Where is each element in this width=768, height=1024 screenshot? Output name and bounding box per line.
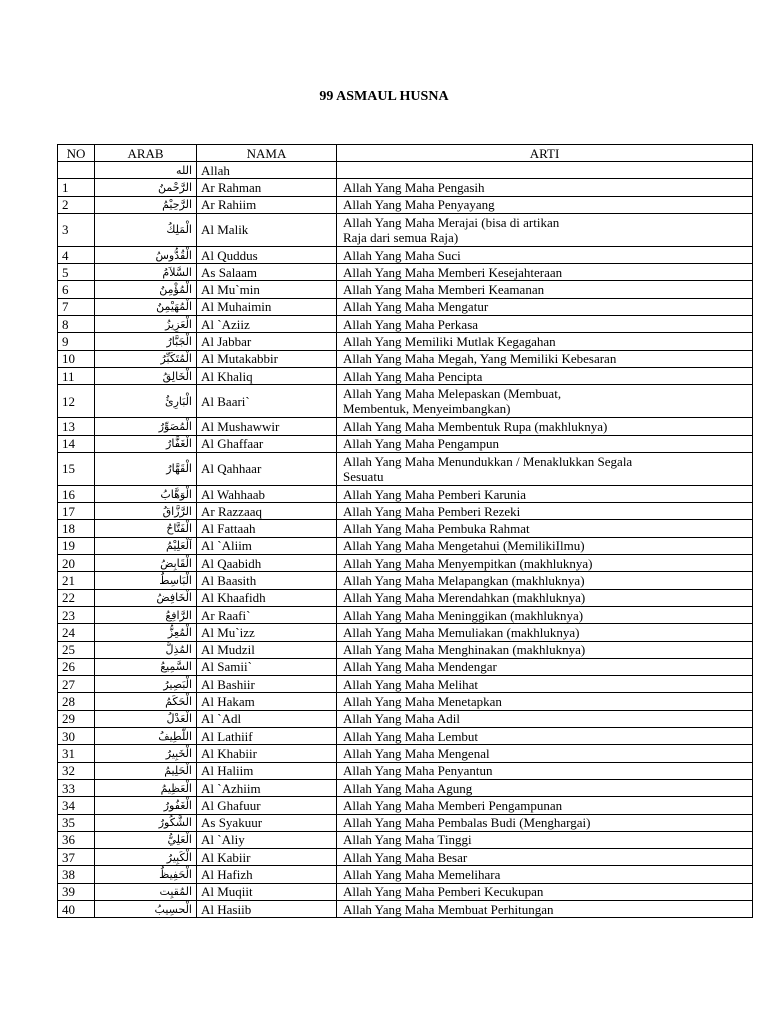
arabic-name: الْعَلِيُّ xyxy=(95,831,197,848)
table-row xyxy=(58,385,753,418)
table-row xyxy=(58,196,753,213)
meaning-line-2: Membentuk, Menyeimbangkan) xyxy=(343,401,511,417)
arabic-name: الْمَلِكُ xyxy=(95,213,197,246)
table-row xyxy=(58,831,753,848)
meaning: Allah Yang Maha Mengatur xyxy=(337,298,753,315)
row-number: 39 xyxy=(58,883,95,900)
meaning: Allah Yang Maha Memelihara xyxy=(337,866,753,883)
meaning: Allah Yang Maha Pemberi Karunia xyxy=(337,485,753,502)
latin-name: Al Ghaffaar xyxy=(197,435,337,452)
latin-name: Al Hakam xyxy=(197,693,337,710)
table-row xyxy=(58,641,753,658)
meaning: Allah Yang Maha Penyayang xyxy=(337,196,753,213)
meaning: Allah Yang Maha Melapangkan (makhluknya) xyxy=(337,572,753,589)
meaning-line-1: Allah Yang Maha Melepaskan (Membuat, xyxy=(343,386,562,402)
row-number: 35 xyxy=(58,814,95,831)
meaning: Allah Yang Maha Membuat Perhitungan xyxy=(337,900,753,917)
arabic-name: الْحَكَمُ xyxy=(95,693,197,710)
arabic-name: المُقيِت xyxy=(95,883,197,900)
arabic-name: الْبَارِئُ xyxy=(95,385,197,418)
row-number: 15 xyxy=(58,452,95,485)
meaning: Allah Yang Maha Besar xyxy=(337,849,753,866)
table-row xyxy=(58,589,753,606)
row-number: 22 xyxy=(58,589,95,606)
latin-name: Al Baari` xyxy=(197,385,337,418)
table-body xyxy=(58,162,753,918)
latin-name: Al Bashiir xyxy=(197,676,337,693)
table-row xyxy=(58,316,753,333)
arabic-name: الشَّكُورُ xyxy=(95,814,197,831)
table-row xyxy=(58,883,753,900)
latin-name: Al Kabiir xyxy=(197,849,337,866)
table-row xyxy=(58,333,753,350)
row-number: 6 xyxy=(58,281,95,298)
table-row xyxy=(58,503,753,520)
row-number: 30 xyxy=(58,728,95,745)
arabic-name: الْخَافِضُ xyxy=(95,589,197,606)
arabic-name: الْفَتَّاحُ xyxy=(95,520,197,537)
table-row xyxy=(58,281,753,298)
arabic-name: الْعَدْلُ xyxy=(95,710,197,727)
meaning: Allah Yang Maha Pemberi Kecukupan xyxy=(337,883,753,900)
table-row xyxy=(58,418,753,435)
latin-name: Al Malik xyxy=(197,213,337,246)
arabic-name: الرَّحِيْمُ xyxy=(95,196,197,213)
row-number: 19 xyxy=(58,537,95,554)
meaning-line-1: Allah Yang Maha Merajai (bisa di artikan xyxy=(343,214,560,230)
row-number: 34 xyxy=(58,797,95,814)
row-number: 37 xyxy=(58,849,95,866)
arabic-name: الْمُتَكَبِّرُ xyxy=(95,350,197,367)
meaning: Allah Yang Maha Melihat xyxy=(337,676,753,693)
meaning: Allah Yang Maha Penyantun xyxy=(337,762,753,779)
meaning: Allah Yang Maha Adil xyxy=(337,710,753,727)
latin-name: Al Qaabidh xyxy=(197,555,337,572)
arabic-name: الْحسِيبُ xyxy=(95,900,197,917)
meaning-line-2: Sesuatu xyxy=(343,468,384,484)
latin-name: Al Khaliq xyxy=(197,367,337,384)
table-row xyxy=(58,624,753,641)
arabic-name: الْكَبِيرُ xyxy=(95,849,197,866)
row-number: 27 xyxy=(58,676,95,693)
arabic-name: الْخَالِقُ xyxy=(95,367,197,384)
meaning xyxy=(337,162,753,179)
meaning-line-2: Raja dari semua Raja) xyxy=(343,229,459,245)
table-row xyxy=(58,367,753,384)
table-row xyxy=(58,246,753,263)
latin-name: Al Khabiir xyxy=(197,745,337,762)
arabic-name: الْبَصِيرُ xyxy=(95,676,197,693)
table-row xyxy=(58,485,753,502)
latin-name: Al `Aliy xyxy=(197,831,337,848)
row-number: 5 xyxy=(58,264,95,281)
latin-name: Al Mu`izz xyxy=(197,624,337,641)
arabic-name: الْغَفَّارُ xyxy=(95,435,197,452)
row-number: 33 xyxy=(58,779,95,796)
row-number: 9 xyxy=(58,333,95,350)
header-arti: ARTI xyxy=(337,145,753,162)
header-arab: ARAB xyxy=(95,145,197,162)
arabic-name: الْمُؤْمِنُ xyxy=(95,281,197,298)
latin-name: Al Khaafidh xyxy=(197,589,337,606)
table-row xyxy=(58,350,753,367)
arabic-name: الْجَبَّارُ xyxy=(95,333,197,350)
arabic-name: الْعَظِيمُ xyxy=(95,779,197,796)
arabic-name: الْمُهَيْمِنُ xyxy=(95,298,197,315)
header-nama: NAMA xyxy=(197,145,337,162)
meaning: Allah Yang Maha Memberi Keamanan xyxy=(337,281,753,298)
table-row xyxy=(58,213,753,246)
table-row xyxy=(58,264,753,281)
meaning: Allah Yang Maha Mendengar xyxy=(337,658,753,675)
arabic-name: السَّلاَمُ xyxy=(95,264,197,281)
row-number: 31 xyxy=(58,745,95,762)
table-row xyxy=(58,537,753,554)
latin-name: As Salaam xyxy=(197,264,337,281)
latin-name: Ar Razzaaq xyxy=(197,503,337,520)
arabic-name: الْحَفِيظُ xyxy=(95,866,197,883)
table-row xyxy=(58,658,753,675)
arabic-name: الْقَهَّارُ xyxy=(95,452,197,485)
arabic-name: الْوَهَّابُ xyxy=(95,485,197,502)
row-number: 4 xyxy=(58,246,95,263)
arabic-name: الْحَلِيمُ xyxy=(95,762,197,779)
row-number: 29 xyxy=(58,710,95,727)
asmaul-husna-table xyxy=(57,144,753,918)
table-row xyxy=(58,606,753,623)
table-row xyxy=(58,866,753,883)
latin-name: Al Mutakabbir xyxy=(197,350,337,367)
latin-name: Al Baasith xyxy=(197,572,337,589)
latin-name: Al Hasiib xyxy=(197,900,337,917)
arabic-name: الْمُصَوِّرُ xyxy=(95,418,197,435)
table-header-row xyxy=(58,145,753,162)
header-no: NO xyxy=(58,145,95,162)
latin-name: Allah xyxy=(197,162,337,179)
meaning: Allah Yang Maha Membentuk Rupa (makhluknya) xyxy=(337,418,753,435)
table-row xyxy=(58,179,753,196)
meaning: Allah Yang Maha Menghinakan (makhluknya) xyxy=(337,641,753,658)
meaning xyxy=(337,213,753,246)
row-number: 20 xyxy=(58,555,95,572)
arabic-name: الرَّحْمنُ xyxy=(95,179,197,196)
latin-name: Al Mudzil xyxy=(197,641,337,658)
row-number: 1 xyxy=(58,179,95,196)
meaning: Allah Yang Maha Agung xyxy=(337,779,753,796)
latin-name: Al Mushawwir xyxy=(197,418,337,435)
latin-name: Al Lathiif xyxy=(197,728,337,745)
arabic-name: الْقَابِضُ xyxy=(95,555,197,572)
row-number: 38 xyxy=(58,866,95,883)
meaning: Allah Yang Maha Megah, Yang Memiliki Kebesaran xyxy=(337,350,753,367)
row-number: 7 xyxy=(58,298,95,315)
row-number: 18 xyxy=(58,520,95,537)
table-row xyxy=(58,762,753,779)
meaning: Allah Yang Maha Pengasih xyxy=(337,179,753,196)
meaning: Allah Yang Maha Pencipta xyxy=(337,367,753,384)
row-number: 13 xyxy=(58,418,95,435)
table-row xyxy=(58,298,753,315)
meaning: Allah Yang Maha Menetapkan xyxy=(337,693,753,710)
arabic-name: الْعَزِيزُ xyxy=(95,316,197,333)
table-row xyxy=(58,779,753,796)
arabic-name: الله xyxy=(95,162,197,179)
latin-name: Al Fattaah xyxy=(197,520,337,537)
latin-name: Al Jabbar xyxy=(197,333,337,350)
row-number: 36 xyxy=(58,831,95,848)
table-row xyxy=(58,435,753,452)
latin-name: Al Quddus xyxy=(197,246,337,263)
row-number: 14 xyxy=(58,435,95,452)
meaning: Allah Yang Maha Lembut xyxy=(337,728,753,745)
latin-name: Al Qahhaar xyxy=(197,452,337,485)
meaning: Allah Yang Maha Memuliakan (makhluknya) xyxy=(337,624,753,641)
arabic-name: المُذِلُّ xyxy=(95,641,197,658)
row-number: 17 xyxy=(58,503,95,520)
table-row xyxy=(58,693,753,710)
latin-name: Al Haliim xyxy=(197,762,337,779)
arabic-name: الرَّافِعُ xyxy=(95,606,197,623)
table-row xyxy=(58,572,753,589)
table-row xyxy=(58,728,753,745)
arabic-name: الْقُدُّوسُ xyxy=(95,246,197,263)
latin-name: Al `Azhiim xyxy=(197,779,337,796)
arabic-name: الْغَفُورُ xyxy=(95,797,197,814)
table-row xyxy=(58,676,753,693)
arabic-name: اَلْعَلِيْمُ xyxy=(95,537,197,554)
row-number: 12 xyxy=(58,385,95,418)
meaning: Allah Yang Maha Mengetahui (MemilikiIlmu) xyxy=(337,537,753,554)
row-number xyxy=(58,162,95,179)
row-number: 23 xyxy=(58,606,95,623)
arabic-name: الْخَبِيرُ xyxy=(95,745,197,762)
meaning: Allah Yang Maha Merendahkan (makhluknya) xyxy=(337,589,753,606)
meaning: Allah Yang Maha Tinggi xyxy=(337,831,753,848)
arabic-name: اللَّطِيفُ xyxy=(95,728,197,745)
table-row xyxy=(58,745,753,762)
document-title: 99 ASMAUL HUSNA xyxy=(319,89,449,104)
table-row xyxy=(58,452,753,485)
latin-name: Ar Rahiim xyxy=(197,196,337,213)
meaning: Allah Yang Maha Pengampun xyxy=(337,435,753,452)
latin-name: Al `Aliim xyxy=(197,537,337,554)
latin-name: Ar Rahman xyxy=(197,179,337,196)
meaning: Allah Yang Maha Menyempitkan (makhluknya) xyxy=(337,555,753,572)
latin-name: Al Wahhaab xyxy=(197,485,337,502)
table-row xyxy=(58,797,753,814)
row-number: 3 xyxy=(58,213,95,246)
meaning: Allah Yang Maha Pembuka Rahmat xyxy=(337,520,753,537)
table-row xyxy=(58,710,753,727)
meaning-line-1: Allah Yang Maha Menundukkan / Menaklukkan Segala xyxy=(343,453,633,469)
row-number: 21 xyxy=(58,572,95,589)
meaning: Allah Yang Maha Mengenal xyxy=(337,745,753,762)
table-row xyxy=(58,849,753,866)
table-row xyxy=(58,555,753,572)
meaning: Allah Yang Maha Suci xyxy=(337,246,753,263)
table-row xyxy=(58,814,753,831)
table-row xyxy=(58,520,753,537)
row-number: 16 xyxy=(58,485,95,502)
arabic-name: الرَّزَّاقُ xyxy=(95,503,197,520)
row-number: 11 xyxy=(58,367,95,384)
latin-name: Al Hafizh xyxy=(197,866,337,883)
meaning: Allah Yang Maha Memberi Kesejahteraan xyxy=(337,264,753,281)
row-number: 32 xyxy=(58,762,95,779)
row-number: 10 xyxy=(58,350,95,367)
meaning: Allah Yang Maha Memberi Pengampunan xyxy=(337,797,753,814)
latin-name: As Syakuur xyxy=(197,814,337,831)
latin-name: Al `Adl xyxy=(197,710,337,727)
row-number: 26 xyxy=(58,658,95,675)
row-number: 8 xyxy=(58,316,95,333)
latin-name: Al `Aziiz xyxy=(197,316,337,333)
latin-name: Al Ghafuur xyxy=(197,797,337,814)
row-number: 28 xyxy=(58,693,95,710)
table-row xyxy=(58,900,753,917)
latin-name: Ar Raafi` xyxy=(197,606,337,623)
latin-name: Al Muhaimin xyxy=(197,298,337,315)
arabic-name: الْبَاسِطُ xyxy=(95,572,197,589)
latin-name: Al Muqiit xyxy=(197,883,337,900)
arabic-name: السَّمِيعُ xyxy=(95,658,197,675)
meaning: Allah Yang Memiliki Mutlak Kegagahan xyxy=(337,333,753,350)
row-number: 40 xyxy=(58,900,95,917)
arabic-name: الْمُعِزُّ xyxy=(95,624,197,641)
latin-name: Al Mu`min xyxy=(197,281,337,298)
row-number: 25 xyxy=(58,641,95,658)
meaning: Allah Yang Maha Meninggikan (makhluknya) xyxy=(337,606,753,623)
table-row xyxy=(58,162,753,179)
meaning: Allah Yang Maha Pemberi Rezeki xyxy=(337,503,753,520)
meaning: Allah Yang Maha Perkasa xyxy=(337,316,753,333)
row-number: 24 xyxy=(58,624,95,641)
meaning xyxy=(337,385,753,418)
row-number: 2 xyxy=(58,196,95,213)
latin-name: Al Samii` xyxy=(197,658,337,675)
meaning: Allah Yang Maha Pembalas Budi (Menghargai) xyxy=(337,814,753,831)
meaning xyxy=(337,452,753,485)
